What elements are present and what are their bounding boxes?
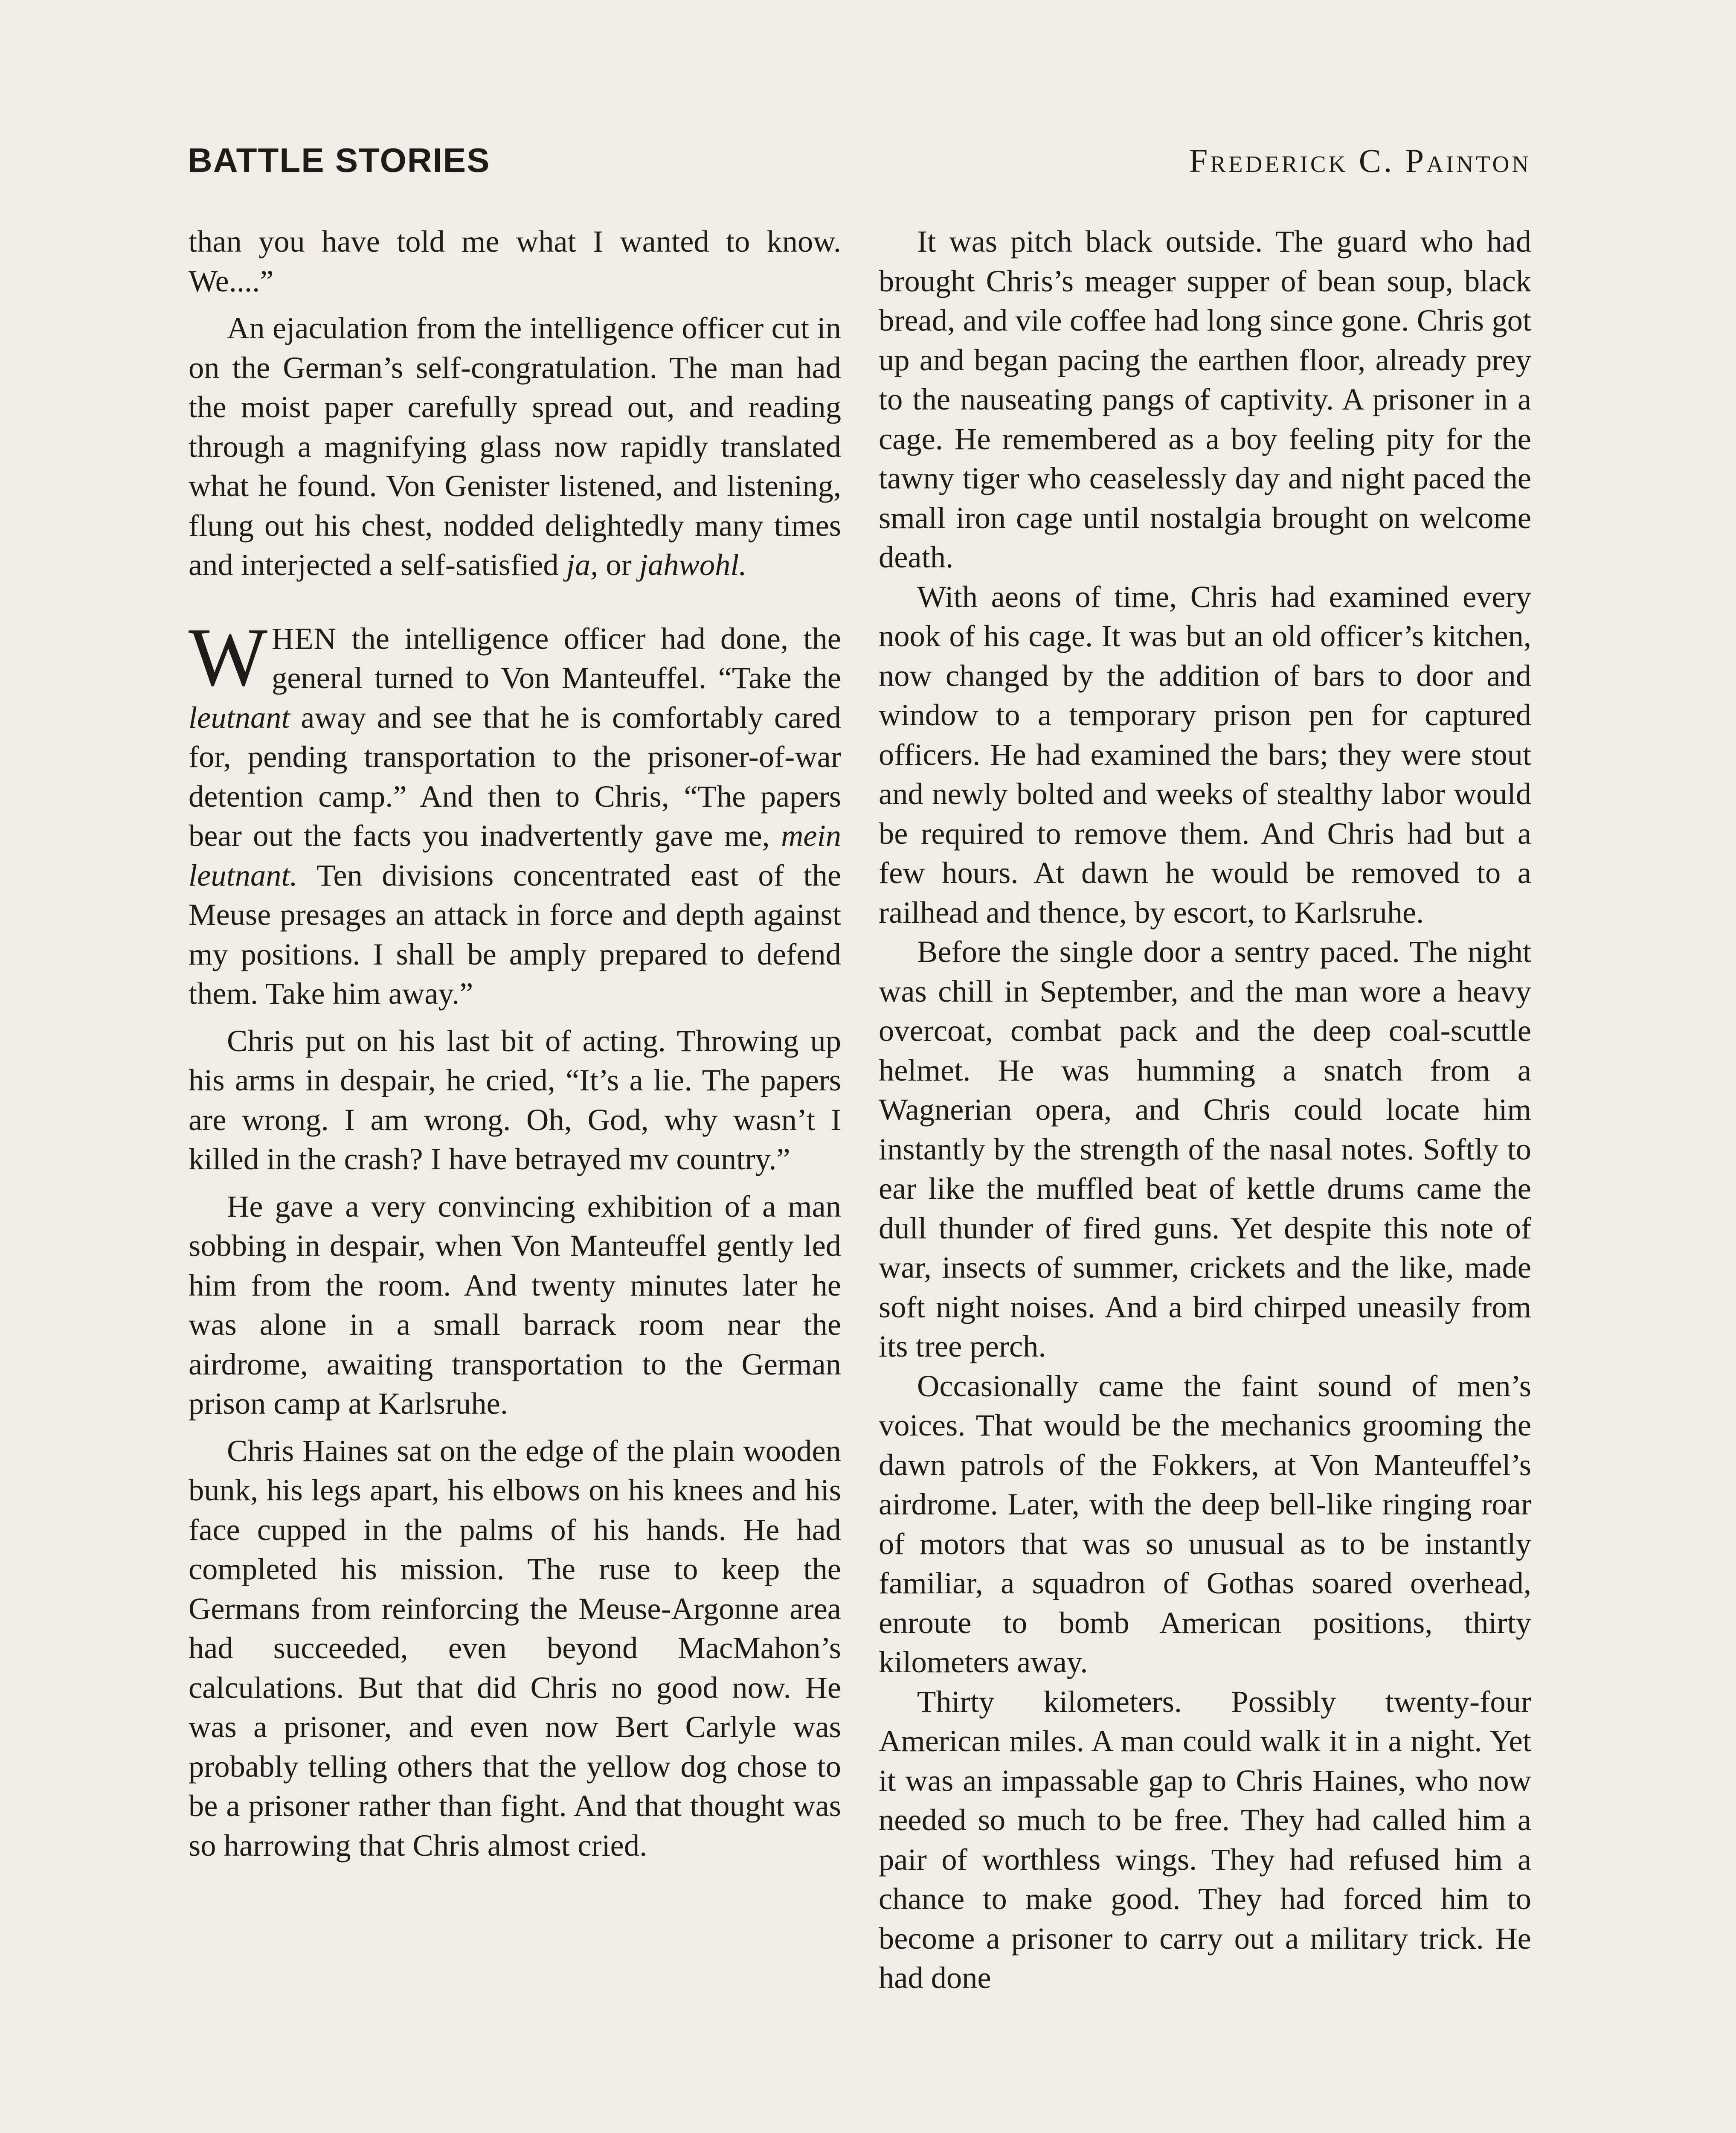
paragraph: Chris Haines sat on the edge of the plain wooden bunk, his legs apart, his elbows on his knees and his face cupped in the palms of his hands. He had completed his mission. The ruse to keep the Germans from reinforcing the Meuse-Argonne area had succeeded, even beyond MacMahon’s calculations. But that did Chris no good now. He was a prisoner, and even now Bert Carlyle was probably telling others that the yellow dog chose to be a prisoner rather than fight. And that thought was so harrowing that Chris almost cried. <box>189 1433 841 1863</box>
italic-term: mein leutnant. <box>189 818 841 892</box>
drop-cap: W <box>189 610 267 703</box>
paragraph: With aeons of time, Chris had examined every nook of his cage. It was but an old officer’s kitchen, now changed by the addition of bars to door and window to a temporary prison pen for captured officers. He had examined the bars; they were stout and newly bolted and weeks of stealthy labor would be required to remove them. And Chris had but a few hours. At dawn he would be removed to a railhead and thence, by escort, to Karlsruhe. <box>879 579 1531 930</box>
paragraph: Thirty kilometers. Possibly twenty-four American miles. A man could walk it in a night. Yet it was an impassable gap to Chris Haines, who now needed so much to be free. They had called him a pair of worthless wings. They had refused him a chance to make good. They had forced him to become a prisoner to carry out a military trick. He had done <box>879 1684 1531 1995</box>
paragraph-text: away and see that he is comfortably cared for, pending transportation to the prisoner-of-war detention camp.” And then to Chris, “The papers bear out the facts you inadvertently gave me, <box>189 700 841 853</box>
paragraph: than you have told me what I wanted to know. We....” <box>189 224 841 298</box>
paragraph-text: Ten divisions concentrated east of the Meuse presages an attack in force and depth against my positions. I shall be amply prepared to defend them. Take him away.” <box>189 857 841 1011</box>
italic-term: ja, <box>566 547 598 582</box>
left-column <box>189 222 841 1865</box>
magazine-title: BATTLE STORIES <box>188 141 491 179</box>
paragraph: It was pitch black outside. The guard who had brought Chris’s meager supper of bean soup, black bread, and vile coffee had long since gone. Chris got up and began pacing the earthen floor, already prey to the nauseating pangs of captivity. A prisoner in a cage. He remembered as a boy feeling pity for the tawny tiger who ceaselessly day and night paced the small iron cage until nostalgia brought on welcome death. <box>879 224 1531 574</box>
paragraph: Chris put on his last bit of acting. Throwing up his arms in despair, he cried, “It’s a lie. The papers are wrong. I am wrong. Oh, God, why wasn’t I killed in the crash? I have betrayed mv country.” <box>189 1023 841 1176</box>
paragraph-dropcap <box>189 610 841 1014</box>
paragraph: Occasionally came the faint sound of men’s voices. That would be the mechanics grooming the dawn patrols of the Fokkers, at Von Manteuffel’s airdrome. Later, with the deep bell-like ringing roar of motors that was so unusual as to be instantly familiar, a squadron of Gothas soared overhead, enroute to bomb American positions, thirty kilometers away. <box>879 1368 1531 1679</box>
italic-term: leutnant <box>189 700 290 735</box>
paragraph-text: the intelligence officer had done, the general turned to Von Manteuffel. “Take the <box>272 621 841 695</box>
small-caps-word: HEN <box>272 621 337 656</box>
paragraph: Before the single door a sentry paced. The night was chill in September, and the man wore a heavy overcoat, combat pack and the deep coal-scuttle helmet. He was humming a snatch from a Wagnerian opera, and Chris could locate him instantly by the strength of the nasal notes. Softly to ear like the muffled beat of kettle drums came the dull thunder of fired guns. Yet despite this note of war, insects of summer, crickets and the like, made soft night noises. And a bird chirped uneasily from its tree perch. <box>879 934 1531 1363</box>
running-head <box>188 141 1531 192</box>
author-name: Frederick C. Painton <box>1189 142 1531 179</box>
paragraph: He gave a very convincing exhibition of a man sobbing in despair, when Von Manteuffel gently led him from the room. And twenty minutes later he was alone in a small barrack room near the airdrome, awaiting transportation to the German prison camp at Karlsruhe. <box>189 1189 841 1421</box>
paragraph <box>189 308 841 585</box>
paragraph-text: or <box>598 547 639 582</box>
italic-term: jahwohl. <box>639 547 747 582</box>
right-column <box>879 222 1531 1998</box>
paragraph-text: An ejaculation from the intelligence officer cut in on the German’s self-congratulation. The man had the moist paper carefully spread out, and reading through a magnifying glass now rapidly translated what he found. Von Genister listened, and listening, flung out his chest, nodded delightedly many times and interjected a self-satisfied <box>189 311 841 582</box>
